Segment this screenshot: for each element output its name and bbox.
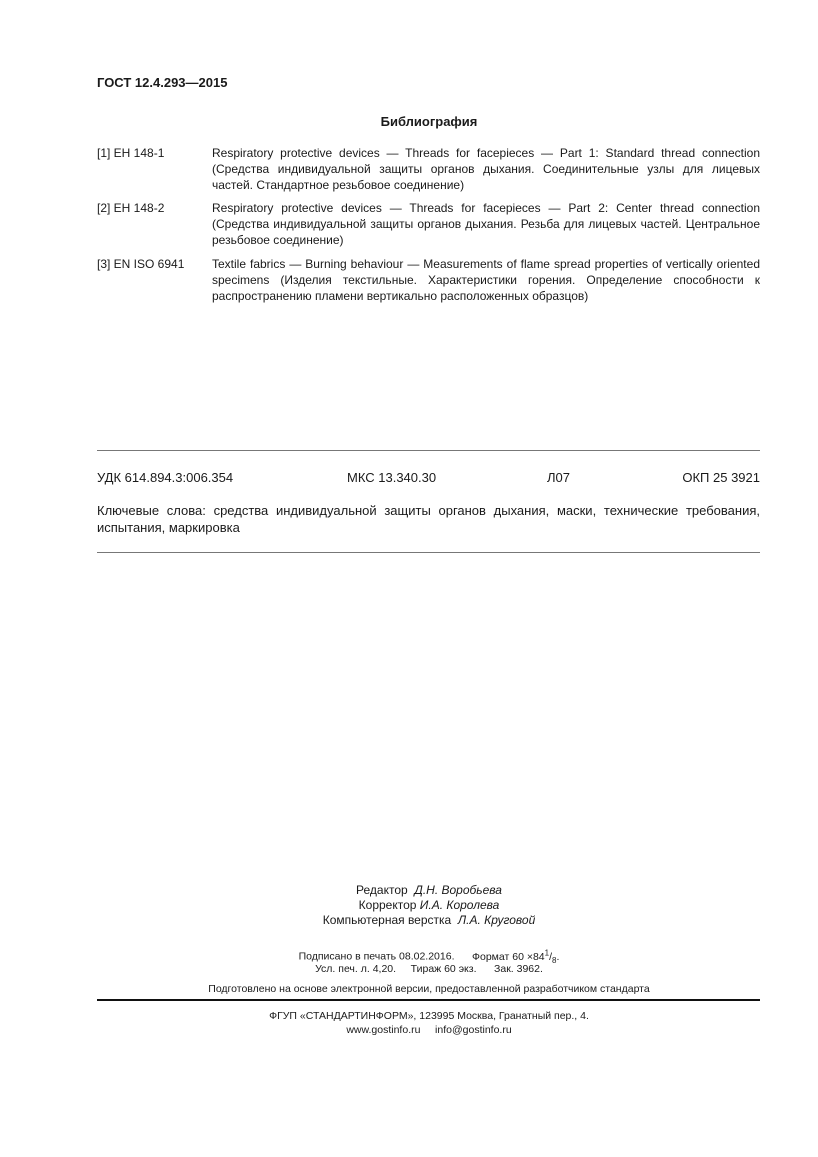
circulation: Тираж 60 экз.	[410, 963, 477, 975]
credits-block	[0, 883, 818, 928]
divider-bottom	[97, 552, 760, 553]
keywords: Ключевые слова: средства индивидуальной защиты органов дыхания, маски, технические требования, испытания, маркировка	[97, 503, 760, 535]
imprint-line-2	[0, 961, 818, 977]
corrector-label: Корректор	[358, 898, 417, 912]
document-code: ГОСТ 12.4.293—2015	[97, 75, 228, 90]
bibliography-item-3	[97, 256, 760, 304]
bibliography-item-1	[97, 145, 760, 193]
bibliography-item-2	[97, 200, 760, 248]
signed-date: Подписано в печать 08.02.2016.	[298, 950, 455, 963]
l-code: Л07	[547, 470, 570, 485]
okp-code: ОКП 25 3921	[682, 470, 760, 485]
corrector-line	[0, 898, 818, 913]
email-link[interactable]: info@gostinfo.ru	[435, 1024, 512, 1036]
mks-code: МКС 13.340.30	[347, 470, 437, 485]
editor-label: Редактор	[356, 883, 408, 897]
bibliography-item-text: Textile fabrics — Burning behaviour — Measurements of flame spread properties of vertically oriented specimens (Изделия текстильные. Характеристики горения. Определение способности к распространению пламени вертикально расположенных образцов)	[212, 257, 760, 303]
corrector-name: И.А. Королева	[419, 898, 500, 912]
editor-line	[0, 883, 818, 898]
udk-code: УДК 614.894.3:006.354	[97, 470, 234, 485]
layout-name: Л.А. Круговой	[457, 913, 536, 927]
editor-name: Д.Н. Воробьева	[414, 883, 502, 897]
bibliography-item-text: Respiratory protective devices — Threads for facepieces — Part 2: Center thread connection (Средства индивидуальной защиты органов дыхания. Резьба для лицевых частей. Центральное резьбовое соединение)	[212, 201, 760, 247]
publisher-address: ФГУП «СТАНДАРТИНФОРМ», 123995 Москва, Гранатный пер., 4.	[269, 1010, 589, 1022]
website-link[interactable]: www.gostinfo.ru	[346, 1024, 421, 1036]
bibliography-item-number: [1] ЕН 148-1	[97, 146, 165, 160]
publisher-contacts	[0, 1022, 818, 1038]
format: Формат $60 \times 84^1/_8$.	[472, 948, 560, 965]
order-number: Зак. 3962.	[494, 963, 543, 975]
bibliography-item-text: Respiratory protective devices — Threads for facepieces — Part 1: Standard thread connection (Средства индивидуальной защиты органов дыхания. Соединительные узлы для лицевых частей. Стандартное резьбовое соединение)	[212, 146, 760, 192]
prepared-note: Подготовлено на основе электронной версии, предоставленной разработчиком стандарта	[208, 983, 650, 995]
print-sheets: Усл. печ. л. 4,20.	[315, 963, 397, 975]
layout-line	[0, 913, 818, 928]
divider-imprint	[97, 999, 760, 1001]
bibliography-title: Библиография	[380, 114, 478, 129]
bibliography-item-number: [3] EN ISO 6941	[97, 257, 185, 271]
bibliography-item-number: [2] ЕН 148-2	[97, 201, 165, 215]
layout-label: Компьютерная верстка	[322, 913, 452, 927]
divider-top	[97, 450, 760, 451]
